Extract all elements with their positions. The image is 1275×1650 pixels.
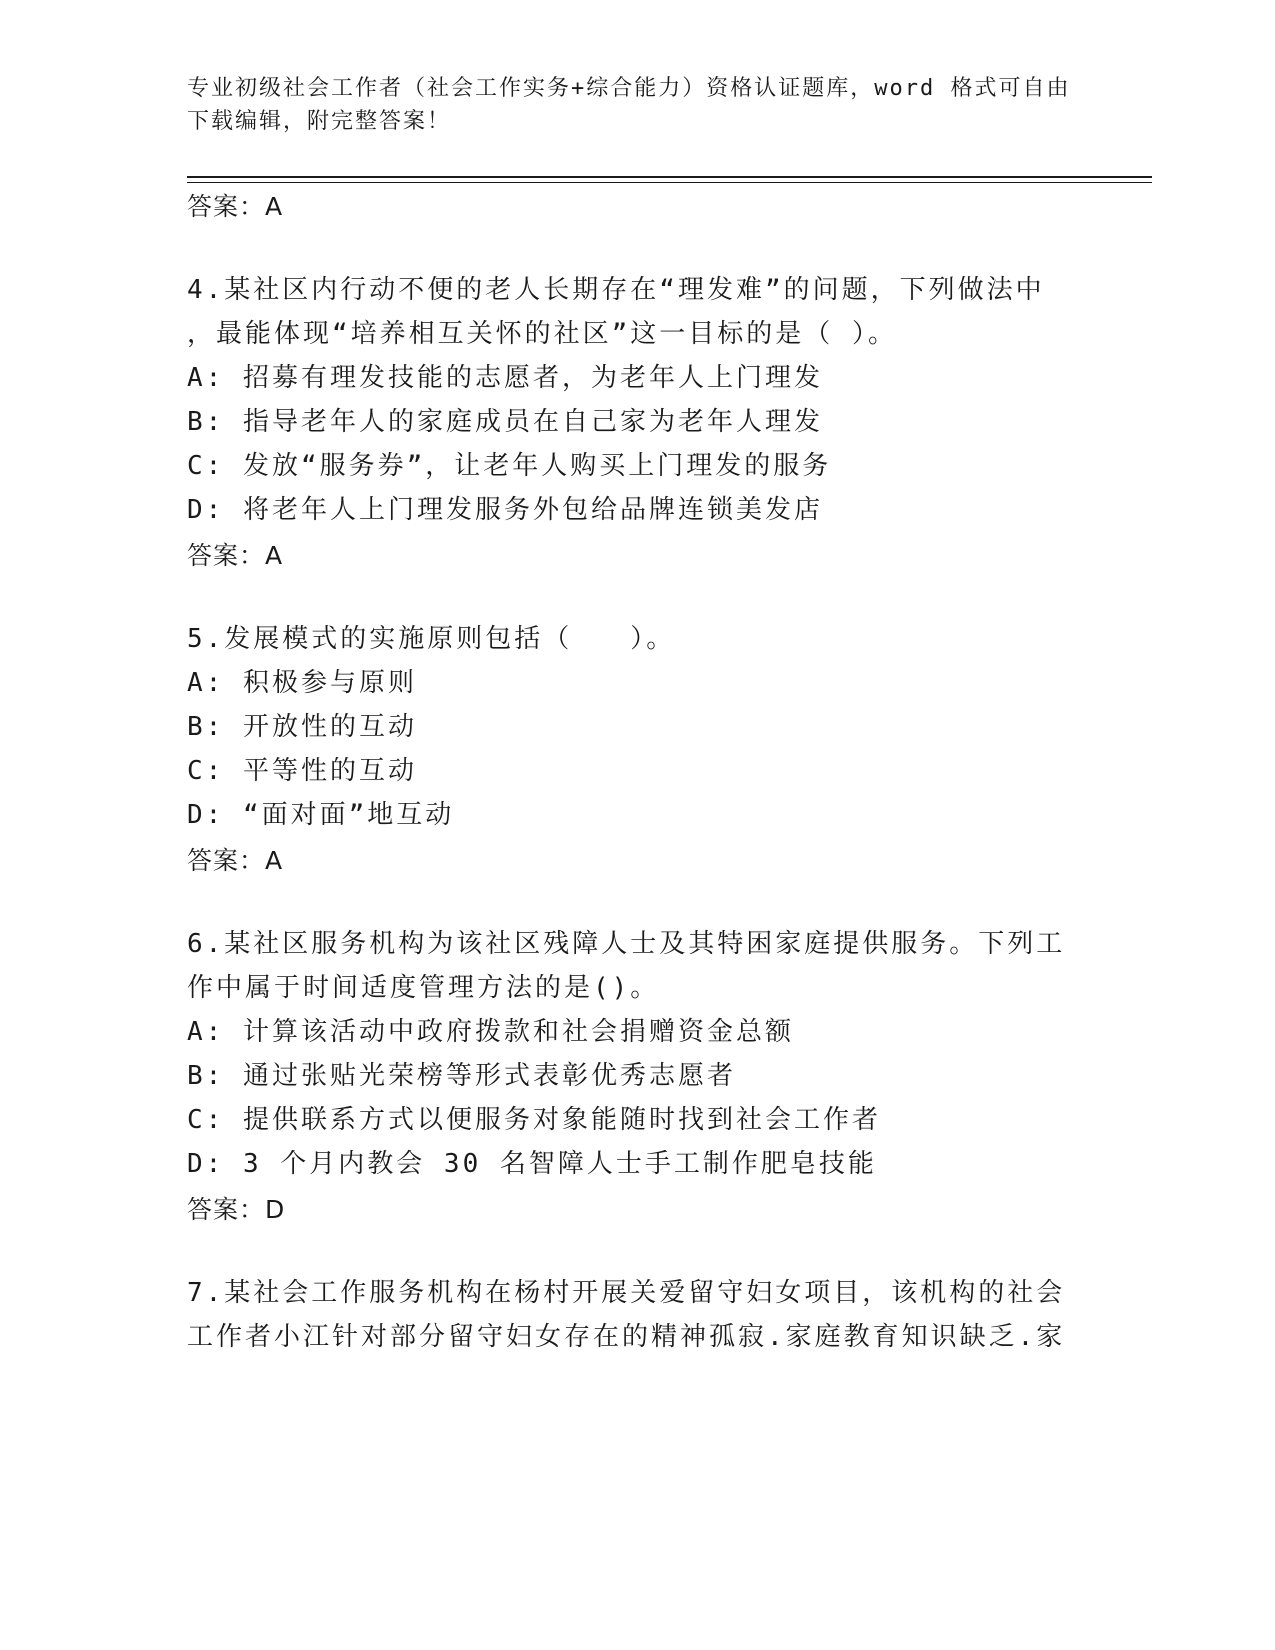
question-4-stem-line-1: 4.某社区内行动不便的老人长期存在“理发难”的问题，下列做法中 — [187, 275, 1045, 305]
question-4-option-b: B: 指导老年人的家庭成员在自己家为老年人理发 — [187, 407, 823, 437]
header-line-1: 专业初级社会工作者（社会工作实务+综合能力）资格认证题库，word 格式可自由 — [187, 76, 1071, 101]
question-4-answer: 答案：A — [187, 541, 284, 570]
question-5-option-a: A: 积极参与原则 — [187, 668, 417, 698]
question-5-stem-line-1: 5.发展模式的实施原则包括（ ）。 — [187, 624, 676, 654]
question-6-option-b: B: 通过张贴光荣榜等形式表彰优秀志愿者 — [187, 1061, 736, 1091]
question-4-option-a: A: 招募有理发技能的志愿者，为老年人上门理发 — [187, 363, 823, 393]
question-7-stem-line-1: 7.某社会工作服务机构在杨村开展关爱留守妇女项目，该机构的社会 — [187, 1278, 1066, 1308]
question-4-option-c: C: 发放“服务券”，让老年人购买上门理发的服务 — [187, 451, 832, 481]
question-6-option-d: D: 3 个月内教会 30 名智障人士手工制作肥皂技能 — [187, 1149, 877, 1179]
question-6-stem-line-2: 作中属于时间适度管理方法的是()。 — [187, 973, 660, 1003]
header-divider-thick — [187, 176, 1152, 178]
question-5-option-b: B: 开放性的互动 — [187, 712, 417, 742]
question-6-stem-line-1: 6.某社区服务机构为该社区残障人士及其特困家庭提供服务。下列工 — [187, 929, 1066, 959]
header-line-2: 下载编辑，附完整答案！ — [187, 109, 452, 134]
question-6-option-a: A: 计算该活动中政府拨款和社会捐赠资金总额 — [187, 1017, 794, 1047]
question-4-stem-line-2: ，最能体现“培养相互关怀的社区”这一目标的是（ ）。 — [187, 319, 897, 349]
question-6-option-c: C: 提供联系方式以便服务对象能随时找到社会工作者 — [187, 1105, 881, 1135]
question-5-answer: 答案：A — [187, 846, 284, 875]
answer-q3: 答案：A — [187, 192, 284, 221]
question-5-option-d: D: “面对面”地互动 — [187, 800, 455, 830]
header-divider-thin — [187, 182, 1152, 183]
document-header — [187, 72, 1087, 138]
question-7-stem-line-2: 工作者小江针对部分留守妇女存在的精神孤寂.家庭教育知识缺乏.家 — [187, 1322, 1066, 1352]
question-6-answer: 答案：D — [187, 1195, 286, 1224]
question-5-option-c: C: 平等性的互动 — [187, 756, 417, 786]
question-4-option-d: D: 将老年人上门理发服务外包给品牌连锁美发店 — [187, 495, 823, 525]
